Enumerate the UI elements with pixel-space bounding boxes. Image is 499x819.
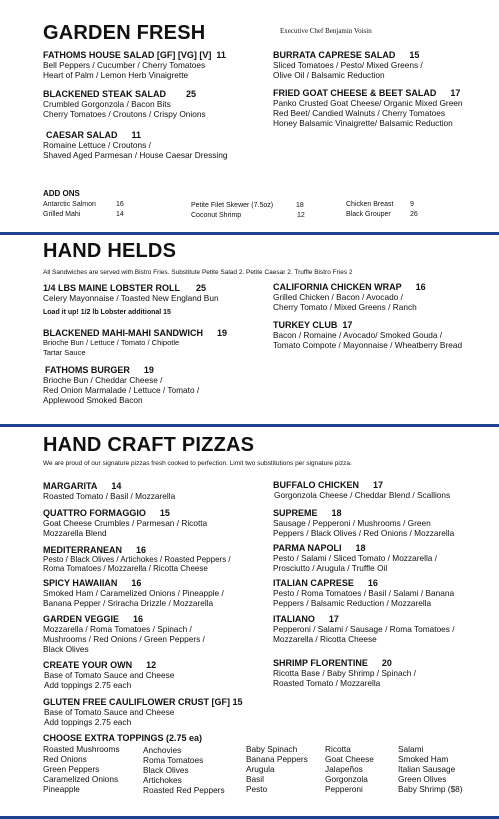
- menu-item: [273, 282, 426, 312]
- item-name: BURRATA CAPRESE SALAD: [273, 50, 396, 60]
- topping-item: Caramelized Onions: [43, 774, 119, 784]
- topping-item: Basil: [246, 774, 264, 784]
- item-description: Tartar Sauce: [43, 347, 86, 357]
- executive-chef-credit: Executive Chef Benjamin Voisin: [280, 27, 372, 35]
- item-name: BLACKENED MAHI-MAHI SANDWICH: [43, 328, 203, 338]
- item-name: BUFFALO CHICKEN: [273, 480, 359, 490]
- menu-item: [273, 658, 416, 688]
- item-description: Peppers / Balsamic Reduction / Mozzarella: [273, 598, 432, 608]
- item-name: 1/4 LBS MAINE LOBSTER ROLL: [43, 283, 181, 293]
- item-description: Brioche Bun / Lettuce / Tomato / Chipotle: [43, 338, 180, 347]
- item-price: 12: [146, 660, 157, 670]
- add-on-item: Chicken Breast 9: [346, 201, 414, 208]
- item-description: Pesto / Salami / Sliced Tomato / Mozzarella /: [273, 553, 438, 563]
- topping-item: Smoked Ham: [398, 754, 449, 764]
- topping-item: Baby Spinach: [246, 744, 298, 754]
- item-name: SPICY HAWAIIAN: [43, 578, 118, 588]
- menu-item: [43, 130, 227, 160]
- item-description: Olive Oil / Balsamic Reduction: [273, 70, 385, 80]
- item-description: Red Onion Marmalade / Lettuce / Tomato /: [43, 385, 200, 395]
- menu-item: [43, 328, 227, 357]
- section-divider: [0, 424, 499, 427]
- item-description: Tomato Compote / Mayonnaise / Wheatberry Bread: [273, 340, 463, 350]
- item-name: SHRIMP FLORENTINE: [273, 658, 368, 668]
- item-price: 19: [143, 365, 154, 375]
- section-note: We are proud of our signature pizzas fresh cooked to perfection. Limit two substitutions per signature pizza.: [43, 460, 352, 467]
- item-description: Add toppings 2.75 each: [44, 680, 132, 690]
- item-description: Red Beet/ Candied Walnuts / Cherry Tomatoes: [273, 108, 446, 118]
- item-price: 25: [186, 89, 197, 99]
- item-price: 11: [131, 130, 142, 140]
- section-note: All Sandwiches are served with Bistro Fries. Substitute Petite Salad 2. Petite Caesar 2. Truffle Bistro Fries 2: [43, 269, 353, 276]
- add-on-item: Grilled Mahi 14: [43, 211, 124, 218]
- menu-item: [273, 614, 455, 644]
- item-description: Mozzarella / Roma Tomatoes / Spinach /: [43, 624, 192, 634]
- section-title-garden-fresh: GARDEN FRESH: [43, 22, 206, 44]
- item-price: 18: [331, 508, 342, 518]
- item-description: Mushrooms / Red Onions / Green Peppers /: [43, 634, 205, 644]
- topping-item: Anchovies: [143, 745, 182, 755]
- menu-item: [273, 543, 437, 573]
- toppings-column: [43, 744, 120, 794]
- item-description: Bell Peppers / Cucumber / Cherry Tomatoes: [43, 60, 206, 70]
- topping-item: Black Olives: [143, 765, 189, 775]
- item-name: SUPREME: [273, 508, 318, 518]
- item-price: 17: [328, 614, 339, 624]
- menu-item: [43, 89, 206, 119]
- item-name: CREATE YOUR OWN: [43, 660, 133, 670]
- topping-item: Roma Tomatoes: [143, 755, 204, 765]
- item-description: Panko Crusted Goat Cheese/ Organic Mixed Green: [273, 98, 463, 108]
- topping-item: Ricotta: [325, 744, 351, 754]
- lobster-upsell: Load it up! 1/2 lb Lobster additional 15: [43, 309, 171, 316]
- item-price: 16: [133, 614, 144, 624]
- item-description: Banana Pepper / Sriracha Drizzle / Mozzarella: [43, 598, 214, 608]
- menu-item: [273, 50, 423, 80]
- menu-item: [273, 88, 463, 128]
- item-description: Ricotta Base / Baby Shrimp / Spinach /: [273, 668, 416, 678]
- add-on-item: Black Grouper 26: [346, 211, 418, 218]
- item-name: MARGARITA: [43, 481, 98, 491]
- item-name: BLACKENED STEAK SALAD: [43, 89, 167, 99]
- item-price: 11: [216, 50, 226, 60]
- item-name: TURKEY CLUB: [273, 320, 338, 330]
- item-price: 16: [415, 282, 426, 292]
- item-price: 16: [131, 578, 142, 588]
- item-name: FATHOMS BURGER: [45, 365, 130, 375]
- item-name: MEDITERRANEAN: [43, 545, 123, 555]
- item-price: 15: [409, 50, 420, 60]
- item-price: 20: [381, 658, 392, 668]
- topping-item: Baby Shrimp ($8): [398, 784, 463, 794]
- item-description: Pesto / Black Olives / Artichokes / Roasted Peppers /: [43, 555, 231, 564]
- topping-item: Red Onions: [43, 754, 87, 764]
- menu-item: [43, 660, 174, 690]
- item-price: 17: [373, 480, 384, 490]
- topping-item: Pepperoni: [325, 784, 363, 794]
- topping-item: Jalapeños: [325, 764, 363, 774]
- topping-item: Gorgonzola: [325, 774, 368, 784]
- section-title-hand-craft-pizzas: HAND CRAFT PIZZAS: [43, 434, 255, 456]
- item-description: Roasted Tomato / Basil / Mozzarella: [43, 491, 176, 501]
- item-name: CAESAR SALAD: [46, 130, 118, 140]
- topping-item: Green Peppers: [43, 764, 100, 774]
- item-name: GARDEN VEGGIE: [43, 614, 120, 624]
- item-description: Pesto / Roma Tomatoes / Basil / Salami / Banana: [273, 588, 455, 598]
- item-description: Shaved Aged Parmesan / House Caesar Dressing: [43, 150, 228, 160]
- item-description: Roma Tomatoes / Mozzarella / Ricotta Cheese: [43, 564, 208, 573]
- topping-item: Artichokes: [143, 775, 182, 785]
- menu-item: [273, 480, 450, 500]
- section-divider: [0, 232, 499, 235]
- toppings-column: [325, 744, 374, 794]
- item-description: Sausage / Pepperoni / Mushrooms / Green: [273, 518, 431, 528]
- topping-item: Goat Cheese: [325, 754, 374, 764]
- topping-item: Roasted Mushrooms: [43, 744, 120, 754]
- item-name: PARMA NAPOLI: [273, 543, 342, 553]
- item-description: Crumbled Gorgonzola / Bacon Bits: [43, 99, 171, 109]
- item-price: 17: [450, 88, 461, 98]
- item-description: Add toppings 2.75 each: [44, 717, 132, 727]
- toppings-column: [143, 745, 225, 795]
- topping-item: Italian Sausage: [398, 764, 456, 774]
- item-description: Romaine Lettuce / Croutons /: [43, 140, 151, 150]
- menu-item: [273, 320, 462, 350]
- item-description: Bacon / Romaine / Avocado/ Smoked Gouda /: [273, 330, 443, 340]
- item-price: 15: [159, 508, 170, 518]
- topping-item: Green Olives: [398, 774, 447, 784]
- add-on-item: Coconut Shrimp 12: [191, 212, 305, 219]
- item-description: Mozzarella / Ricotta Cheese: [273, 634, 377, 644]
- item-price: 16: [136, 545, 147, 555]
- item-price: 17: [342, 320, 353, 330]
- menu-item: [43, 614, 205, 654]
- item-description: Heart of Palm / Lemon Herb Vinaigrette: [43, 70, 189, 80]
- item-description: Black Olives: [43, 644, 89, 654]
- item-description: Brioche Bun / Cheddar Cheese /: [43, 375, 163, 385]
- item-price: 15: [232, 697, 243, 707]
- item-name: FRIED GOAT CHEESE & BEET SALAD: [273, 88, 437, 98]
- item-description: Celery Mayonnaise / Toasted New England Bun: [43, 293, 219, 303]
- topping-item: Pineapple: [43, 784, 80, 794]
- item-description: Pepperoni / Salami / Sausage / Roma Tomatoes /: [273, 624, 455, 634]
- section-title-hand-helds: HAND HELDS: [43, 240, 177, 262]
- menu-item: [273, 578, 454, 608]
- add-on-item: Petite Filet Skewer (7.5oz) 18: [191, 202, 304, 209]
- item-description: Mozzarella Blend: [43, 528, 107, 538]
- item-name: FATHOMS HOUSE SALAD [GF] [VG] [V]: [43, 50, 212, 60]
- item-description: Base of Tomato Sauce and Cheese: [44, 670, 175, 680]
- item-name: GLUTEN FREE CAULIFLOWER CRUST [GF]: [43, 697, 230, 707]
- item-description: Roasted Tomato / Mozzarella: [273, 678, 381, 688]
- toppings-column: [398, 744, 463, 794]
- item-description: Sliced Tomatoes / Pesto/ Mixed Greens /: [273, 60, 423, 70]
- item-description: Cherry Tomatoes / Croutons / Crispy Onions: [43, 109, 206, 119]
- add-on-item: Antarctic Salmon 16: [43, 201, 124, 208]
- item-price: 25: [196, 283, 207, 293]
- menu-item: [43, 545, 231, 573]
- item-name: CALIFORNIA CHICKEN WRAP: [273, 282, 402, 292]
- item-price: 19: [217, 328, 228, 338]
- item-description: Gorgonzola Cheese / Cheddar Blend / Scallions: [274, 490, 451, 500]
- item-price: 16: [367, 578, 378, 588]
- extra-toppings-heading: CHOOSE EXTRA TOPPINGS (2.75 ea): [43, 733, 203, 743]
- item-description: Smoked Ham / Caramelized Onions / Pineapple /: [43, 588, 224, 598]
- item-description: Peppers / Black Olives / Red Onions / Mozzarella: [273, 528, 455, 538]
- item-price: 14: [111, 481, 122, 491]
- item-name: QUATTRO FORMAGGIO: [43, 508, 146, 518]
- menu-item: [43, 508, 207, 538]
- menu-item: [43, 365, 199, 405]
- menu-item: [43, 50, 226, 80]
- item-description: Prosciutto / Arugula / Truffle Oil: [273, 563, 388, 573]
- topping-item: Banana Peppers: [246, 754, 308, 764]
- item-description: Goat Cheese Crumbles / Parmesan / Ricotta: [43, 518, 208, 528]
- item-description: Cherry Tomato / Mixed Greens / Ranch: [273, 302, 417, 312]
- item-description: Applewood Smoked Bacon: [43, 395, 143, 405]
- menu-item: [43, 481, 175, 501]
- toppings-column: [246, 744, 308, 794]
- menu-item: [273, 508, 454, 538]
- topping-item: Roasted Red Peppers: [143, 785, 225, 795]
- item-name: ITALIAN CAPRESE: [273, 578, 354, 588]
- topping-item: Arugula: [246, 764, 275, 774]
- item-description: Honey Balsamic Vinaigrette/ Balsamic Reduction: [273, 118, 453, 128]
- menu-item: [43, 283, 219, 303]
- add-ons-heading: ADD ONS: [43, 189, 80, 198]
- item-price: 18: [355, 543, 366, 553]
- item-description: Base of Tomato Sauce and Cheese: [44, 707, 175, 717]
- item-description: Grilled Chicken / Bacon / Avocado /: [273, 292, 403, 302]
- menu-item: [43, 697, 243, 727]
- item-name: ITALIANO: [273, 614, 315, 624]
- topping-item: Salami: [398, 744, 424, 754]
- menu-item: [43, 578, 224, 608]
- topping-item: Pesto: [246, 784, 268, 794]
